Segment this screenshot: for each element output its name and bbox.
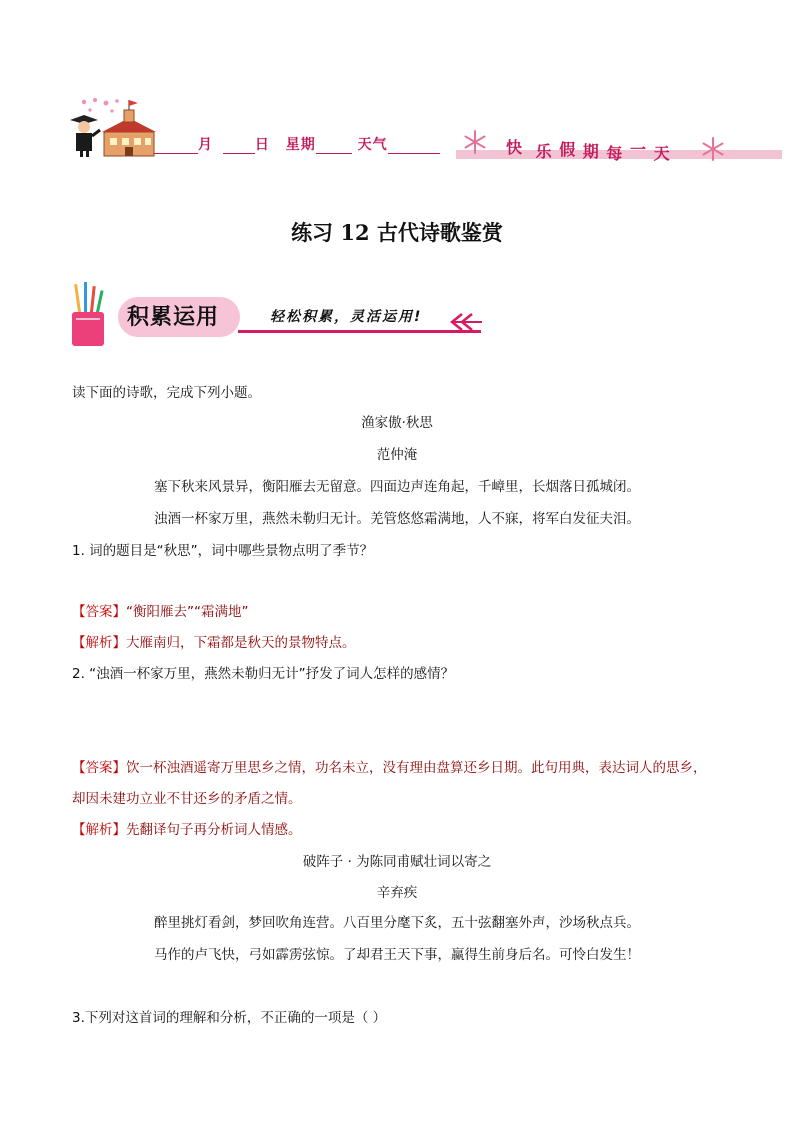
date-fields [154, 134, 440, 154]
month-label: 月 [198, 137, 213, 153]
slogan-char: 每 [606, 144, 623, 163]
snowflake-icon [700, 136, 726, 162]
snowflake-icon [462, 129, 488, 155]
poem1-line: 浊酒一杯家万里，燕然未勒归无计。羌管悠悠霜满地，人不寐，将军白发征夫泪。 [154, 511, 640, 527]
answer-1 [72, 603, 248, 621]
header-slogan [506, 135, 670, 163]
weather-blank[interactable] [388, 139, 440, 154]
weather-label: 天气 [357, 137, 388, 153]
analysis-label: 【解析】 [72, 635, 126, 651]
graduate-illustration [62, 96, 162, 158]
poem2-author: 辛弃疾 [376, 885, 418, 901]
weekday-blank[interactable] [316, 139, 352, 154]
page-title: 练习 12 古代诗歌鉴赏 [291, 220, 503, 245]
analysis-1 [72, 634, 356, 652]
answer-text: “衡阳雁去”“霜满地” [126, 604, 249, 620]
slogan-char: 一 [629, 140, 646, 159]
analysis-text: 大雁南归，下霜都是秋天的景物特点。 [126, 635, 356, 651]
slogan-char: 假 [559, 140, 576, 159]
double-arrow-left-icon [446, 310, 484, 334]
answer-label: 【答案】 [72, 760, 126, 776]
analysis-label: 【解析】 [72, 822, 126, 838]
question-3: 3.下列对这首词的理解和分析，不正确的一项是（ ） [72, 1010, 387, 1026]
slogan-char: 快 [506, 138, 523, 157]
pencil-cup-icon [68, 282, 110, 348]
question-2: 2. “浊酒一杯家万里，燕然未勒归无计”抒发了词人怎样的感情？ [72, 666, 455, 682]
answer-label: 【答案】 [72, 604, 126, 620]
slogan-char: 期 [582, 142, 599, 161]
weekday-label: 星期 [285, 137, 316, 153]
answer-2 [72, 759, 707, 777]
poem1-title: 渔家傲·秋思 [361, 415, 433, 431]
answer-text: 饮一杯浊酒遥寄万里思乡之情，功名未立，没有理由盘算还乡日期。此句用典，表达词人的思乡， [126, 760, 707, 776]
section-title: 积累运用 [127, 305, 220, 330]
poem2-line: 醉里挑灯看剑，梦回吹角连营。八百里分麾下炙，五十弦翻塞外声，沙场秋点兵。 [154, 915, 640, 931]
slogan-char: 天 [653, 144, 670, 163]
answer-2-continued: 却因未建功立业不甘还乡的矛盾之情。 [72, 791, 302, 807]
intro-text: 读下面的诗歌，完成下列小题。 [72, 385, 261, 401]
day-label: 日 [254, 137, 270, 153]
poem1-author: 范仲淹 [376, 447, 418, 463]
day-blank[interactable] [223, 139, 255, 154]
poem1-line: 塞下秋来风景异，衡阳雁去无留意。四面边声连角起，千嶂里，长烟落日孤城闭。 [154, 479, 640, 495]
month-blank[interactable] [154, 139, 198, 154]
poem2-title: 破阵子 · 为陈同甫赋壮词以寄之 [302, 854, 492, 870]
section-underline [238, 330, 481, 333]
analysis-2 [72, 821, 302, 839]
section-subtitle: 轻松积累，灵活运用! [270, 309, 423, 325]
slogan-char: 乐 [535, 142, 552, 161]
question-1: 1. 词的题目是“秋思”，词中哪些景物点明了季节？ [72, 543, 374, 559]
poem2-line: 马作的卢飞快，弓如霹雳弦惊。了却君王天下事，赢得生前身后名。可怜白发生！ [154, 947, 640, 963]
analysis-text: 先翻译句子再分析词人情感。 [126, 822, 302, 838]
